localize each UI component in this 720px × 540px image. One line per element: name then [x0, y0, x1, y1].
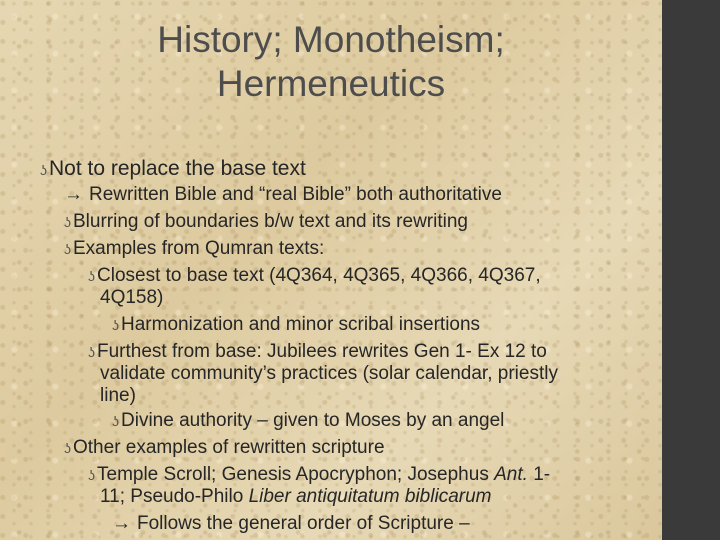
bullet-text-italic: Ant.: [494, 464, 528, 485]
bullet-icon: ʖ: [64, 440, 71, 456]
title-line-1: History; Monotheism;: [157, 19, 505, 60]
bullet-text: validate community’s practices (solar calendar, priestly: [100, 363, 558, 384]
bullet-icon: ʖ: [88, 467, 95, 483]
bullet-level-2: [64, 238, 324, 260]
arrow-item: [64, 184, 502, 206]
bullet-icon: ʖ: [64, 214, 71, 230]
title-line-2: Hermeneutics: [216, 63, 446, 104]
arrow-text: Follows the general order of Scripture –: [137, 513, 470, 534]
bullet-text: Furthest from base: Jubilees rewrites Gen 1- Ex 12 to: [97, 341, 547, 362]
bullet-continuation: [100, 486, 491, 508]
bullet-text: Examples from Qumran texts:: [73, 238, 325, 259]
arrow-text: Rewritten Bible and “real Bible” both authoritative: [89, 184, 502, 205]
bullet-text: Closest to base text (4Q364, 4Q365, 4Q366, 4Q367,: [97, 265, 541, 286]
arrow-right-icon: →: [64, 184, 83, 205]
bullet-text-a: Temple Scroll; Genesis Apocryphon; Josephus: [97, 464, 495, 485]
bullet-icon: ʖ: [112, 413, 119, 429]
bullet-icon: ʖ: [112, 317, 119, 333]
bullet-icon: ʖ: [64, 241, 71, 257]
bullet-text: Divine authority – given to Moses by an angel: [121, 410, 505, 431]
bullet-text: 4Q158): [100, 287, 164, 308]
arrow-right-icon: →: [112, 513, 131, 534]
bullet-text: Other examples of rewritten scripture: [73, 437, 385, 458]
bullet-icon: ʖ: [40, 162, 47, 178]
bullet-icon: ʖ: [88, 344, 95, 360]
bullet-text-a: 11; Pseudo-Philo: [100, 486, 249, 507]
bullet-text: Blurring of boundaries b/w text and its rewriting: [73, 211, 468, 232]
bullet-text-italic: Liber antiquitatum biblicarum: [248, 486, 492, 507]
bullet-level-4: [112, 410, 504, 432]
bullet-level-2: [64, 211, 468, 233]
bullet-level-3: [88, 341, 547, 363]
bullet-text: Not to replace the base text: [49, 157, 306, 180]
bullet-continuation: [100, 385, 136, 407]
arrow-item: [112, 513, 470, 535]
bullet-level-1: [40, 157, 306, 182]
bullet-continuation: [100, 287, 163, 309]
dark-sidebar: [662, 0, 720, 540]
bullet-level-2: [64, 437, 385, 459]
bullet-icon: ʖ: [88, 268, 95, 284]
bullet-level-3: [88, 265, 541, 287]
bullet-level-3: [88, 464, 550, 486]
bullet-text: line): [100, 385, 136, 406]
bullet-continuation: [100, 363, 558, 385]
bullet-text: Harmonization and minor scribal insertions: [121, 314, 481, 335]
bullet-level-4: [112, 314, 480, 336]
bullet-text-b: 1-: [527, 464, 551, 485]
